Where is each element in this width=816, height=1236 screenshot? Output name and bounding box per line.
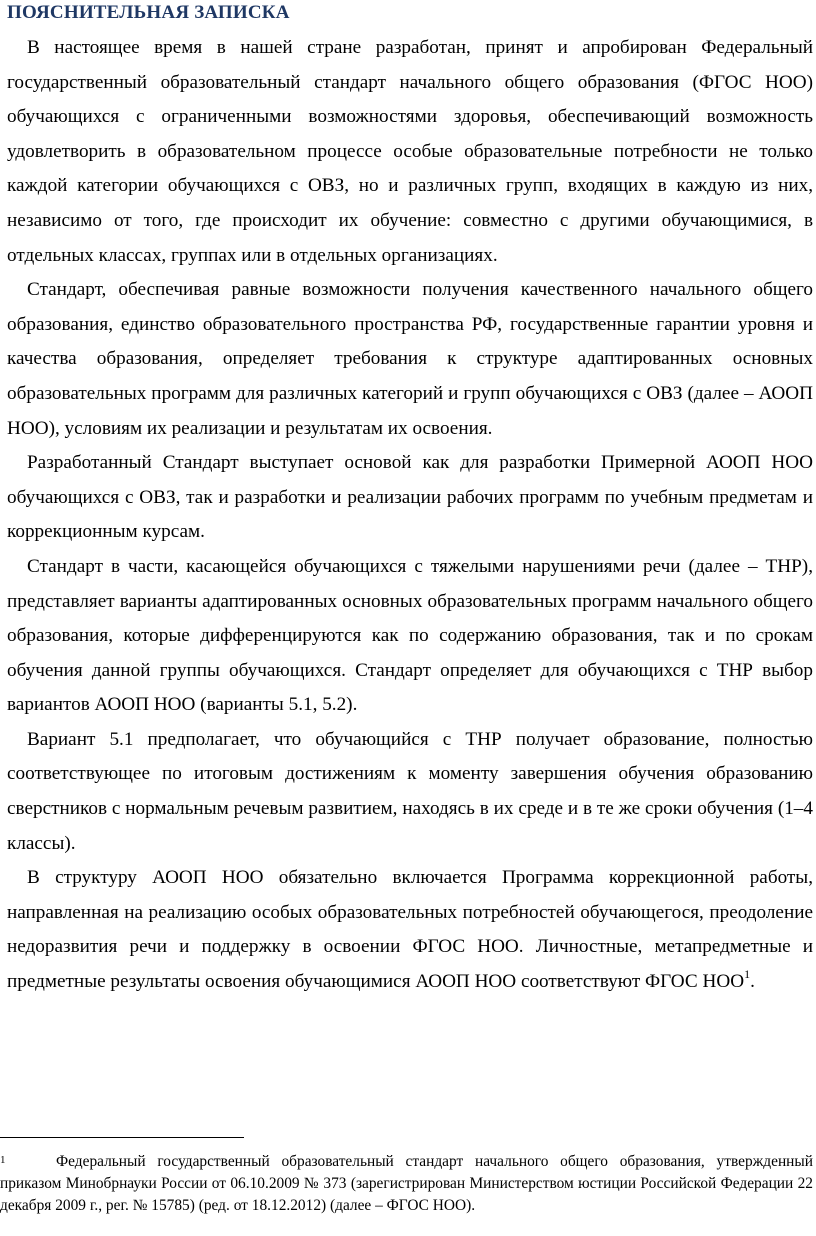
paragraph-variant: Вариант 5.1 предполагает, что обучающийся с ТНР получает образование, полностью соответствующее по итоговым достижениям к моменту завершения обучения образованию сверстников с нормальным речевым развитием, находясь в их среде и в те же сроки обучения (1–4 классы). [7,728,813,854]
paragraph-tnr: Стандарт в части, касающейся обучающихся с тяжелыми нарушениями речи (далее – ТНР), представляет варианты адаптированных основных образовательных программ начального общего образования, которые дифференцируются как по содержанию образования, так и по срокам обучения данной группы обучающихся. Стандарт определяет для обучающихся с ТНР выбор вариантов АООП НОО (варианты 5.1, 5.2). [7,555,813,716]
footnote-separator [0,1137,244,1138]
footnote-text: Федеральный государственный образовательный стандарт начального общего образования, утвержденный приказом Минобрнауки России от 06.10.2009 № 373 (зарегистрирован Министерством юстиции Российской Федерации 22 декабря 2009 г., рег. № 15785) (ред. от 18.12.2012) (далее – ФГОС НОО). [0,1153,813,1214]
paragraph-structure [7,861,813,999]
document-body [7,31,813,1000]
footnote [0,1151,813,1217]
paragraph-developed-standard: Разработанный Стандарт выступает основой как для разработки Примерной АООП НОО обучающихся с ОВЗ, так и разработки и реализации рабочих программ по учебным предметам и коррекционным курсам. [7,452,813,543]
paragraph-standard: Стандарт, обеспечивая равные возможности получения качественного начального общего образования, единство образовательного пространства РФ, государственные гарантии уровня и качества образования, определяет требования к структуре адаптированных основных образовательных программ для различных категорий и групп обучающихся с ОВЗ (далее – АООП НОО), условиям их реализации и результатам их освоения. [7,279,813,439]
page-title: ПОЯСНИТЕЛЬНАЯ ЗАПИСКА [7,2,290,23]
paragraph-intro: В настоящее время в нашей стране разработан, принят и апробирован Федеральный государственный образовательный стандарт начального общего образования (ФГОС НОО) обучающихся с ограниченными возможностями здоровья, обеспечивающий возможность удовлетворить в образовательном процессе особые образовательные потребности не только каждой категории обучающихся с ОВЗ, но и различных групп, входящих в каждую из них, независимо от того, где происходит их обучение: совместно с другими обучающимися, в отдельных классах, группах или в отдельных организациях. [7,37,813,266]
paragraph-structure-end: . [750,971,755,993]
footnote-reference[interactable]: 1 [744,966,751,981]
footnote-mark: 1 [0,1154,6,1166]
paragraph-structure-text: В структуру АООП НОО обязательно включается Программа коррекционной работы, направленная на реализацию особых образовательных потребностей обучающегося, преодоление недоразвития речи и поддержку в освоении ФГОС НОО. Личностные, метапредметные и предметные результаты освоения обучающимися АООП НОО соответствуют ФГОС НОО [7,867,813,993]
